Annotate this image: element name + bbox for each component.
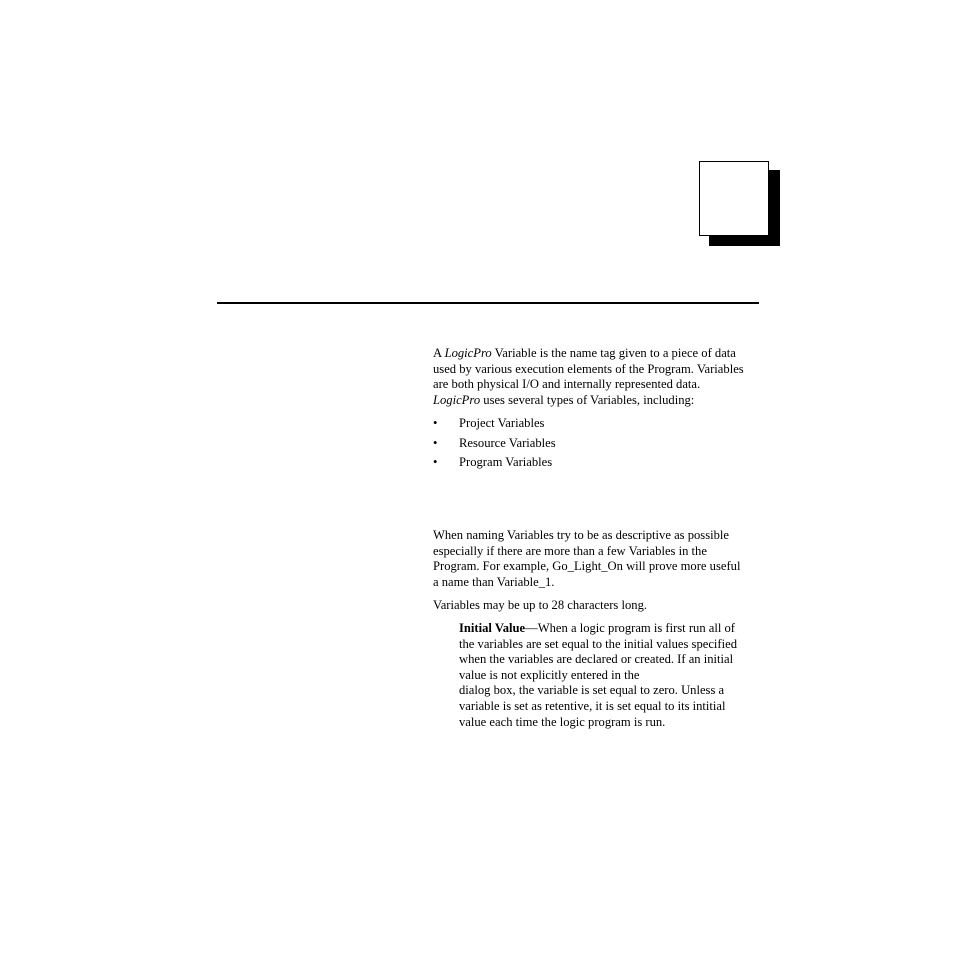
list-item: • Program Variables (433, 455, 553, 470)
list-item: • Project Variables (433, 416, 545, 430)
initial-value-line-7: value each time the logic program is run. (459, 714, 666, 729)
chapter-rule (217, 302, 759, 304)
initial-value-line-3: when the variables are declared or created. If an initial (459, 652, 734, 667)
initial-value-term: Initial Value (459, 621, 526, 635)
intro-paragraph (433, 346, 763, 408)
naming-line-2: especially if there are more than a few Variables in the (433, 543, 707, 558)
product-name: LogicPro (444, 346, 492, 360)
chapter-tab (699, 161, 769, 236)
length-note: Variables may be up to 28 characters long. (433, 598, 648, 612)
bullet-marker: • (433, 416, 438, 430)
variable-types-list (433, 416, 763, 475)
naming-line-4: a name than Variable_1. (433, 574, 555, 589)
initial-value-line-6: variable is set as retentive, it is set equal to its intitial (459, 698, 726, 713)
intro-line-3: are both physical I/O and internally represented data. (433, 377, 701, 391)
intro-line-4: LogicPro uses several types of Variables, including: (433, 392, 695, 407)
bullet-marker: • (433, 435, 438, 450)
initial-value-line-4: value is not explicitly entered in the (459, 667, 640, 682)
intro-line-1: A LogicPro Variable is the name tag given to a piece of data (433, 346, 736, 360)
naming-line-3: Program. For example, Go_Light_On will prove more useful (433, 559, 741, 573)
intro-line-2: used by various execution elements of the Program. Variables (433, 361, 744, 376)
naming-paragraph (433, 528, 763, 590)
initial-value-line-5: dialog box, the variable is set equal to zero. Unless a (459, 683, 725, 698)
naming-line-1: When naming Variables try to be as descriptive as possible (433, 528, 729, 542)
list-item: • Resource Variables (433, 435, 556, 450)
initial-value-line-2: the variables are set equal to the initial values specified (459, 636, 738, 651)
bullet-marker: • (433, 455, 438, 470)
initial-value-line-1: Initial Value—When a logic program is first run all of (459, 621, 735, 635)
initial-value-paragraph (459, 621, 759, 730)
product-name: LogicPro (433, 392, 481, 407)
